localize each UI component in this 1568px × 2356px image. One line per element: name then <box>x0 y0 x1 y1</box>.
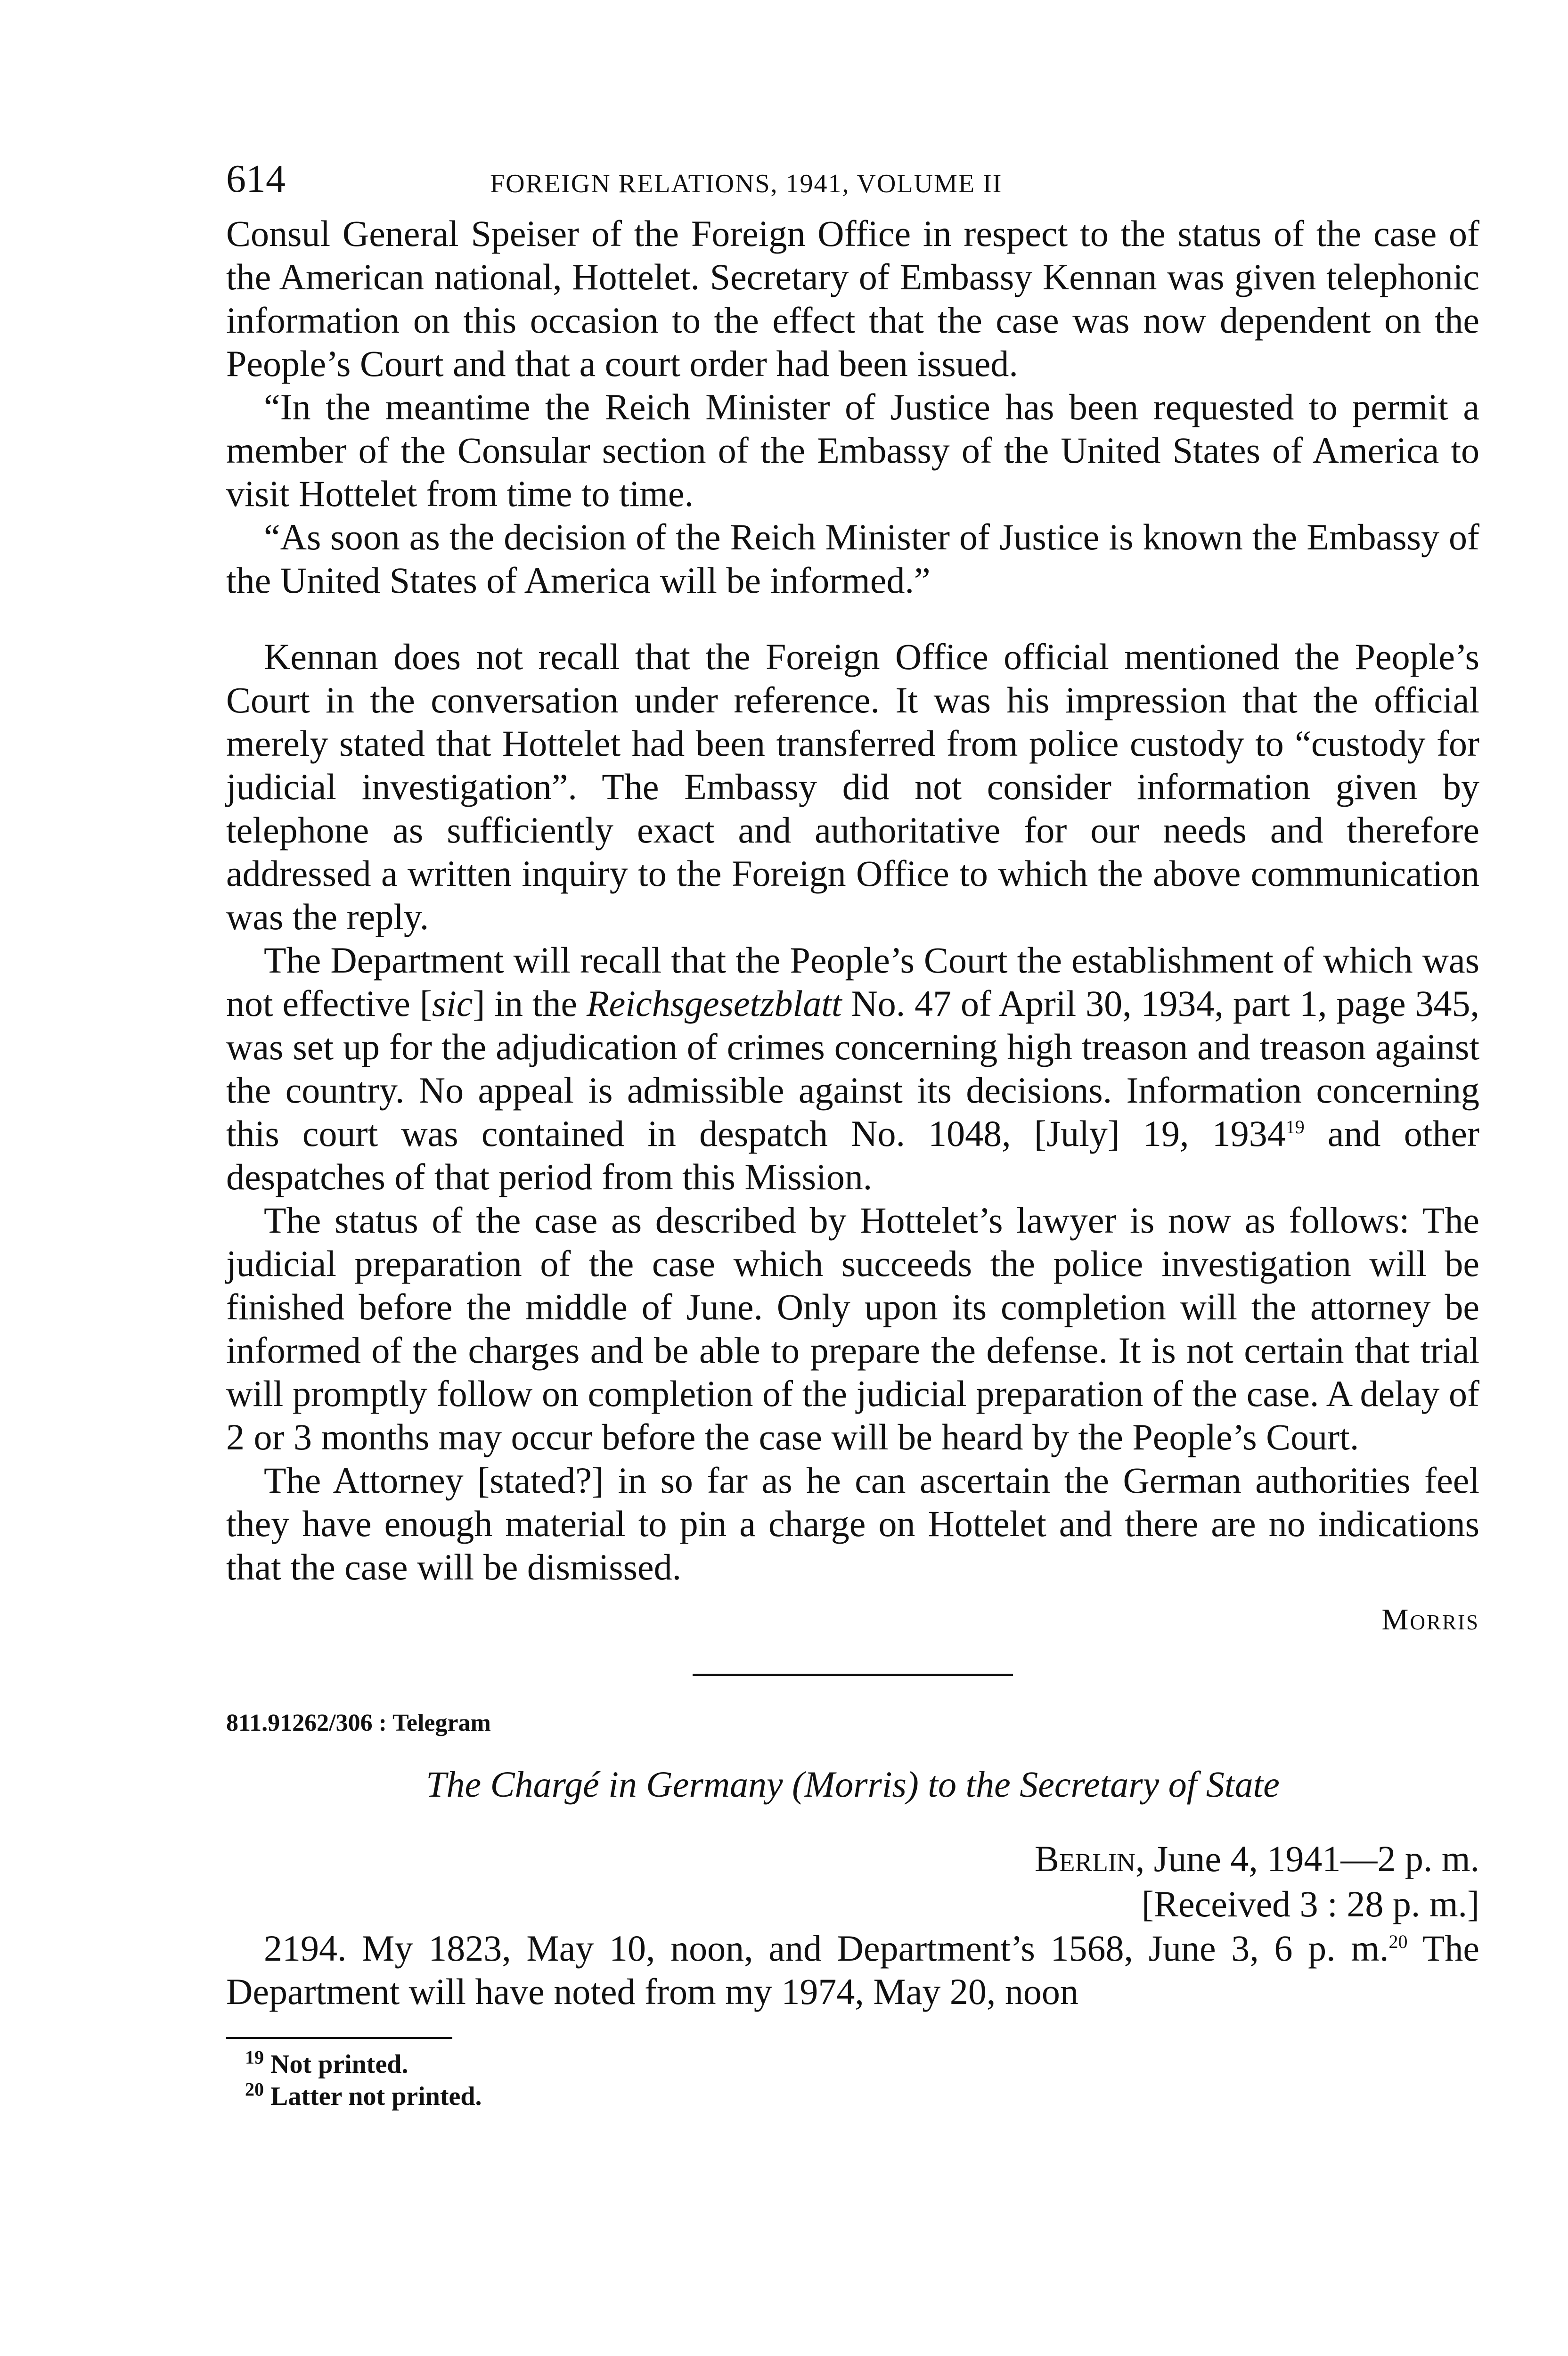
footnote-mark: 19 <box>245 2046 264 2068</box>
paragraph-5-part-a: The Department will recall that the People’s Court the establishment of which was not effective [ <box>226 940 1479 1024</box>
paragraph-5-part-b: ] in the <box>473 983 587 1024</box>
footnote-ref-19: 19 <box>1285 1116 1305 1137</box>
running-head: FOREIGN RELATIONS, 1941, VOLUME II <box>490 169 1003 198</box>
paragraph-5-part-d: and other despatches of that period from this Mission. <box>226 1113 1480 1197</box>
footnote-19 <box>245 2048 1479 2080</box>
document-title: The Chargé in Germany (Morris) to the Secretary of State <box>426 1764 1280 1805</box>
paragraph-3: “As soon as the decision of the Reich Minister of Justice is known the Embassy of the United States of America will be informed.” <box>226 516 1479 601</box>
telegram-body-part-a: 2194. My 1823, May 10, noon, and Department’s 1568, June 3, 6 p. m. <box>264 1928 1389 1969</box>
footnote-ref-20: 20 <box>1388 1931 1408 1952</box>
received-line: [Received 3 : 28 p. m.] <box>1142 1883 1479 1924</box>
dateline-date: , June 4, 1941—2 p. m. <box>1135 1838 1479 1879</box>
dateline-place: Berlin <box>1034 1838 1135 1879</box>
paragraph-1: Consul General Speiser of the Foreign Office in respect to the status of the case of the American national, Hottelet. Secretary of Embassy Kennan was given telephonic information on this occasion to the effect that the case was now dependent on the People’s Court and that a court order had been issued. <box>226 213 1479 384</box>
footnote-text: Not printed. <box>270 2050 408 2079</box>
paragraph-4: Kennan does not recall that the Foreign Office official mentioned the People’s Court in the conversation under reference. It was his impression that the official merely stated that Hottelet had been transferred from police custody to “custody for judicial investigation”. The Embassy did not consider information given by telephone as sufficiently exact and authoritative for our needs and therefore addressed a written inquiry to the Foreign Office to which the above communication was the reply. <box>226 636 1479 937</box>
paragraph-6: The status of the case as described by Hottelet’s lawyer is now as follows: The judicial preparation of the case which succeeds the police investigation will be finished before the middle of June. Only upon its completion will the attorney be informed of the charges and be able to prepare the defense. It is not certain that trial will promptly follow on completion of the judicial preparation of the case. A delay of 2 or 3 months may occur before the case will be heard by the People’s Court. <box>226 1200 1479 1457</box>
file-reference: 811.91262/306 : Telegram <box>226 1710 491 1736</box>
paragraph-5-part-c: No. 47 of April 30, 1934, part 1, page 345, was set up for the adjudication of crimes concerning high treason and treason against the country. No appeal is admissible against its decisions. Information concerning this court was contained in despatch No. 1048, [July] 19, 1934 <box>226 983 1480 1154</box>
footnote-20 <box>245 2080 1479 2112</box>
telegram-body-part-b: The Department will have noted from my 1974, May 20, noon <box>226 1928 1480 2012</box>
footnote-text: Latter not printed. <box>270 2082 482 2111</box>
dateline <box>226 1836 1479 1882</box>
page-number: 614 <box>226 157 286 201</box>
page-header <box>226 155 1479 212</box>
telegram-paragraph <box>226 1927 1479 2013</box>
body-text <box>226 212 1479 1589</box>
paragraph-gap <box>226 602 1479 635</box>
footnote-mark: 20 <box>245 2078 264 2100</box>
paragraph-5 <box>226 939 1479 1199</box>
paragraph-2: “In the meantime the Reich Minister of Justice has been requested to permit a member of the Consular section of the Embassy of the United States of America to visit Hottelet from time to time. <box>226 386 1479 514</box>
footnotes <box>226 2048 1479 2112</box>
footnote-rule <box>226 2037 452 2039</box>
signature: Morris <box>1381 1603 1479 1636</box>
document-page <box>226 155 1479 2356</box>
paragraph-7: The Attorney [stated?] in so far as he can ascertain the German authorities feel they have enough material to pin a charge on Hottelet and there are no indications that the case will be dismissed. <box>226 1460 1479 1587</box>
telegram-body <box>226 1927 1479 2013</box>
reichsgesetzblatt-title: Reichsgesetzblatt <box>587 983 842 1024</box>
sic-note: sic <box>432 983 473 1024</box>
section-divider <box>693 1674 1013 1676</box>
